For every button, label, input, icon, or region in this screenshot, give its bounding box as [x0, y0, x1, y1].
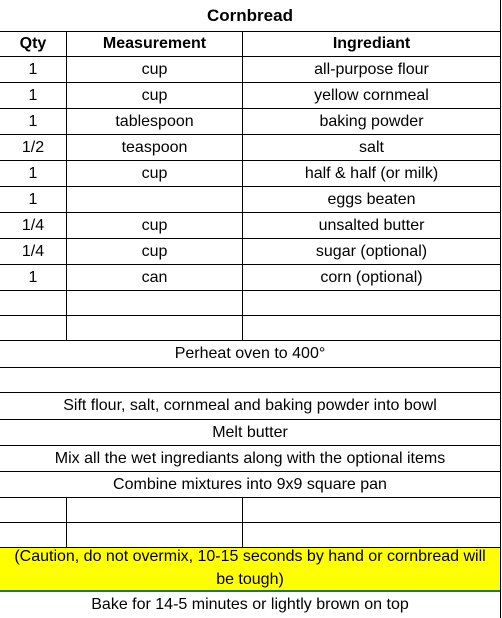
ingredient-row	[0, 161, 501, 187]
ingredient-cell[interactable]: eggs beaten	[243, 187, 501, 212]
empty-row	[0, 316, 501, 341]
instruction-row	[0, 592, 501, 618]
melt-step[interactable]: Melt butter	[0, 420, 501, 445]
ingredient-cell[interactable]: corn (optional)	[243, 265, 501, 290]
instruction-row	[0, 368, 501, 393]
qty-cell[interactable]: 1	[0, 187, 67, 212]
qty-cell[interactable]: 1/4	[0, 213, 67, 238]
ingredient-row	[0, 135, 501, 161]
caution-cell[interactable]	[0, 548, 501, 590]
ingredient-cell[interactable]: yellow cornmeal	[243, 83, 501, 108]
grid-right-edge	[500, 0, 501, 618]
header-row	[0, 32, 501, 57]
ingredient-cell[interactable]: unsalted butter	[243, 213, 501, 238]
instruction-row	[0, 393, 501, 420]
measurement-cell[interactable]: cup	[67, 83, 243, 108]
header-ingredient[interactable]: Ingrediant	[243, 32, 501, 56]
qty-cell[interactable]: 1	[0, 265, 67, 290]
header-qty[interactable]: Qty	[0, 32, 67, 56]
mix-step[interactable]: Mix all the wet ingrediants along with the optional items	[0, 446, 501, 471]
header-measurement[interactable]: Measurement	[67, 32, 243, 56]
ingredient-row	[0, 83, 501, 109]
combine-step[interactable]: Combine mixtures into 9x9 square pan	[0, 472, 501, 497]
blank-step[interactable]	[0, 368, 501, 392]
measurement-cell[interactable]: cup	[67, 213, 243, 238]
instruction-row	[0, 420, 501, 446]
ingredient-cell[interactable]: half & half (or milk)	[243, 161, 501, 186]
caution-row	[0, 548, 501, 590]
measurement-cell[interactable]: tablespoon	[67, 109, 243, 134]
ingredient-cell[interactable]: sugar (optional)	[243, 239, 501, 264]
qty-cell[interactable]: 1/4	[0, 239, 67, 264]
title-row	[0, 0, 501, 32]
empty-row	[0, 291, 501, 316]
ingredient-cell[interactable]: salt	[243, 135, 501, 160]
preheat-step[interactable]: Perheat oven to 400°	[0, 341, 501, 367]
instruction-row	[0, 341, 501, 368]
ingredient-cell[interactable]: baking powder	[243, 109, 501, 134]
measurement-cell[interactable]	[67, 187, 243, 212]
measurement-cell[interactable]	[67, 498, 243, 522]
empty-row	[0, 523, 501, 548]
qty-cell[interactable]	[0, 498, 67, 522]
ingredient-cell[interactable]	[243, 291, 501, 315]
ingredient-row	[0, 57, 501, 83]
qty-cell[interactable]	[0, 316, 67, 340]
measurement-cell[interactable]: teaspoon	[67, 135, 243, 160]
bake-step[interactable]: Bake for 14-5 minutes or lightly brown on top	[0, 592, 501, 618]
sift-step[interactable]: Sift flour, salt, cornmeal and baking powder into bowl	[0, 393, 501, 419]
qty-cell[interactable]: 1	[0, 161, 67, 186]
measurement-cell[interactable]: cup	[67, 239, 243, 264]
qty-cell[interactable]	[0, 291, 67, 315]
measurement-cell[interactable]: can	[67, 265, 243, 290]
ingredient-cell[interactable]: all-purpose flour	[243, 57, 501, 82]
measurement-cell[interactable]	[67, 316, 243, 340]
empty-row	[0, 498, 501, 523]
measurement-cell[interactable]: cup	[67, 57, 243, 82]
measurement-cell[interactable]: cup	[67, 161, 243, 186]
qty-cell[interactable]: 1	[0, 57, 67, 82]
recipe-title[interactable]: Cornbread	[0, 0, 501, 31]
instruction-row	[0, 446, 501, 472]
measurement-cell[interactable]	[67, 291, 243, 315]
ingredient-row	[0, 239, 501, 265]
qty-cell[interactable]: 1	[0, 83, 67, 108]
ingredient-cell[interactable]	[243, 498, 501, 522]
ingredient-row	[0, 265, 501, 291]
ingredient-row	[0, 109, 501, 135]
qty-cell[interactable]	[0, 523, 67, 547]
measurement-cell[interactable]	[67, 523, 243, 547]
qty-cell[interactable]: 1/2	[0, 135, 67, 160]
caution-note: (Caution, do not overmix, 10-15 seconds by hand or cornbread will be tough)	[14, 548, 486, 588]
instruction-row	[0, 472, 501, 498]
ingredient-cell[interactable]	[243, 523, 501, 547]
qty-cell[interactable]: 1	[0, 109, 67, 134]
ingredient-cell[interactable]	[243, 316, 501, 340]
ingredient-row	[0, 213, 501, 239]
ingredient-row	[0, 187, 501, 213]
